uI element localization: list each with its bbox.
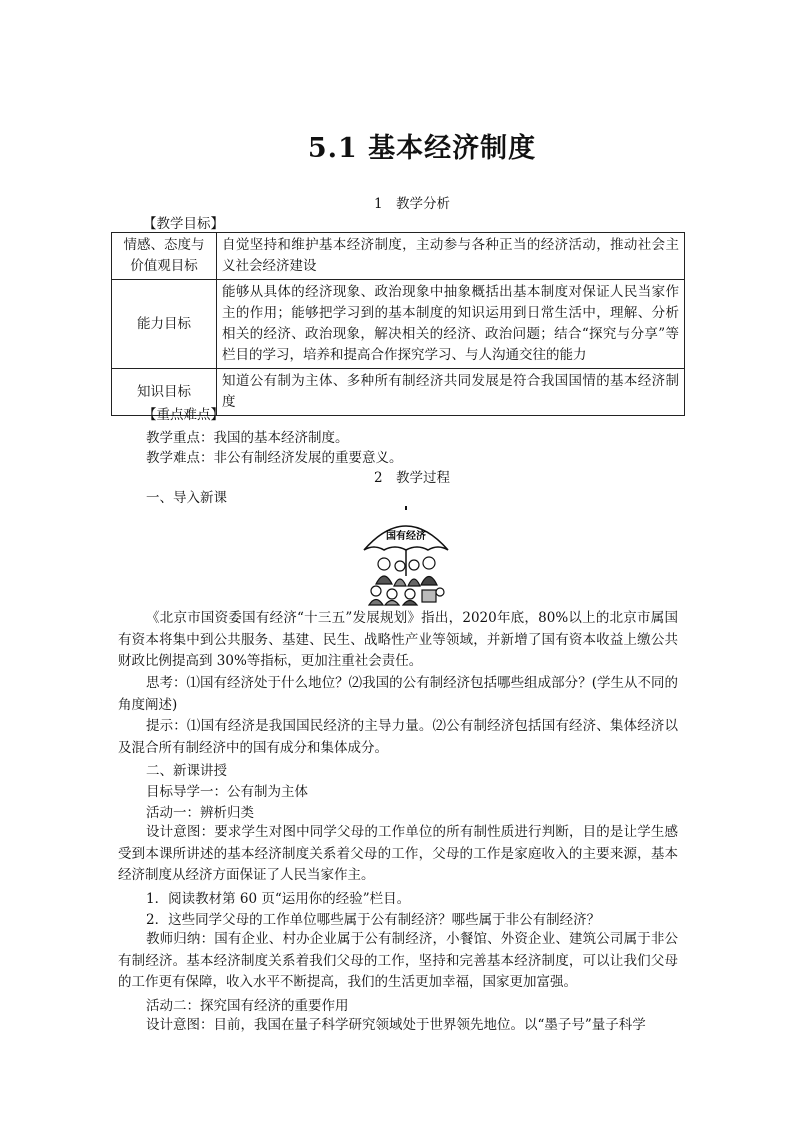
key-points-label: 【重点难点】 bbox=[143, 407, 224, 423]
goal-label: 情感、态度与价值观目标 bbox=[112, 233, 217, 280]
activity-heading-2: 活动二：探究国有经济的重要作用 bbox=[146, 998, 349, 1014]
section-heading-analysis: 1 教学分析 bbox=[373, 196, 451, 212]
design-intent-paragraph-2: 设计意图：目前，我国在量子科学研究领域处于世界领先地位。以“墨子号”量子科学 bbox=[146, 1017, 646, 1033]
state-economy-illustration bbox=[358, 506, 454, 606]
part-heading-intro: 一、导入新课 bbox=[146, 490, 227, 506]
goal-text: 能够从具体的经济现象、政治现象中抽象概括出基本制度对保证人民当家作主的作用；能够把学习到的基本制度的知识运用到日常生活中，理解、分析相关的经济、政治现象，解决相关的经济、政治问题；结合“探究与分享”等栏目的学习，培养和提高合作探究学习、与人沟通交往的能力 bbox=[217, 280, 685, 369]
design-intent-paragraph: 设计意图：要求学生对图中同学父母的工作单位的所有制性质进行判断，目的是让学生感受到本课所讲述的基本经济制度关系着父母的工作，父母的工作是家庭收入的主要来源，基本经济制度从经济方面保证了人民当家作主。 bbox=[118, 824, 678, 883]
goal-label: 知识目标 bbox=[112, 369, 217, 416]
goal-label: 能力目标 bbox=[112, 280, 217, 369]
table-row bbox=[112, 233, 685, 280]
section-heading-process: 2 教学过程 bbox=[373, 470, 451, 486]
part-heading-lecture: 二、新课讲授 bbox=[146, 763, 227, 779]
key-point: 教学重点：我国的基本经济制度。 bbox=[146, 430, 349, 446]
difficult-point: 教学难点：非公有制经济发展的重要意义。 bbox=[146, 450, 403, 466]
intro-paragraph: 《北京市国资委国有经济“十三五”发展规划》指出，2020年底，80%以上的北京市属国有资本将集中到公共服务、基建、民生、战略性产业等领域，并新增了国有资本收益上缴公共财政比例提高到 30%等指标，更加注重社会责任。 bbox=[118, 610, 678, 669]
goal-text: 自觉坚持和维护基本经济制度，主动参与各种正当的经济活动，推动社会主义社会经济建设 bbox=[217, 233, 685, 280]
illustration-caption: 国有经济 bbox=[386, 531, 426, 542]
teaching-goals-table bbox=[111, 232, 685, 416]
teacher-summary-paragraph: 教师归纳：国有企业、村办企业属于公有制经济，小餐馆、外资企业、建筑公司属于非公有制经济。基本经济制度关系着我们父母的工作，坚持和完善基本经济制度，可以让我们父母的工作更有保障，收入水平不断提高，我们的生活更加幸福，国家更加富强。 bbox=[118, 931, 678, 990]
table-row bbox=[112, 280, 685, 369]
activity-heading-1: 活动一：辨析归类 bbox=[146, 805, 254, 821]
hint-answer: 提示：⑴国有经济是我国国民经济的主导力量。⑵公有制经济包括国有经济、集体经济以及混合所有制经济中的国有成分和集体成分。 bbox=[118, 718, 678, 756]
think-question: 思考：⑴国有经济处于什么地位？⑵我国的公有制经济包括哪些组成部分？(学生从不同的角度阐述) bbox=[118, 675, 679, 713]
goal-text: 知道公有制为主体、多种所有制经济共同发展是符合我国国情的基本经济制度 bbox=[217, 369, 685, 416]
target-heading-1: 目标导学一：公有制为主体 bbox=[146, 784, 308, 800]
page-title: 5.1 基本经济制度 bbox=[307, 133, 537, 164]
list-item: 1．阅读教材第 60 页“运用你的经验”栏目。 bbox=[146, 891, 411, 907]
list-item: 2．这些同学父母的工作单位哪些属于公有制经济？哪些属于非公有制经济？ bbox=[146, 912, 601, 928]
teaching-goals-label: 【教学目标】 bbox=[143, 216, 224, 232]
